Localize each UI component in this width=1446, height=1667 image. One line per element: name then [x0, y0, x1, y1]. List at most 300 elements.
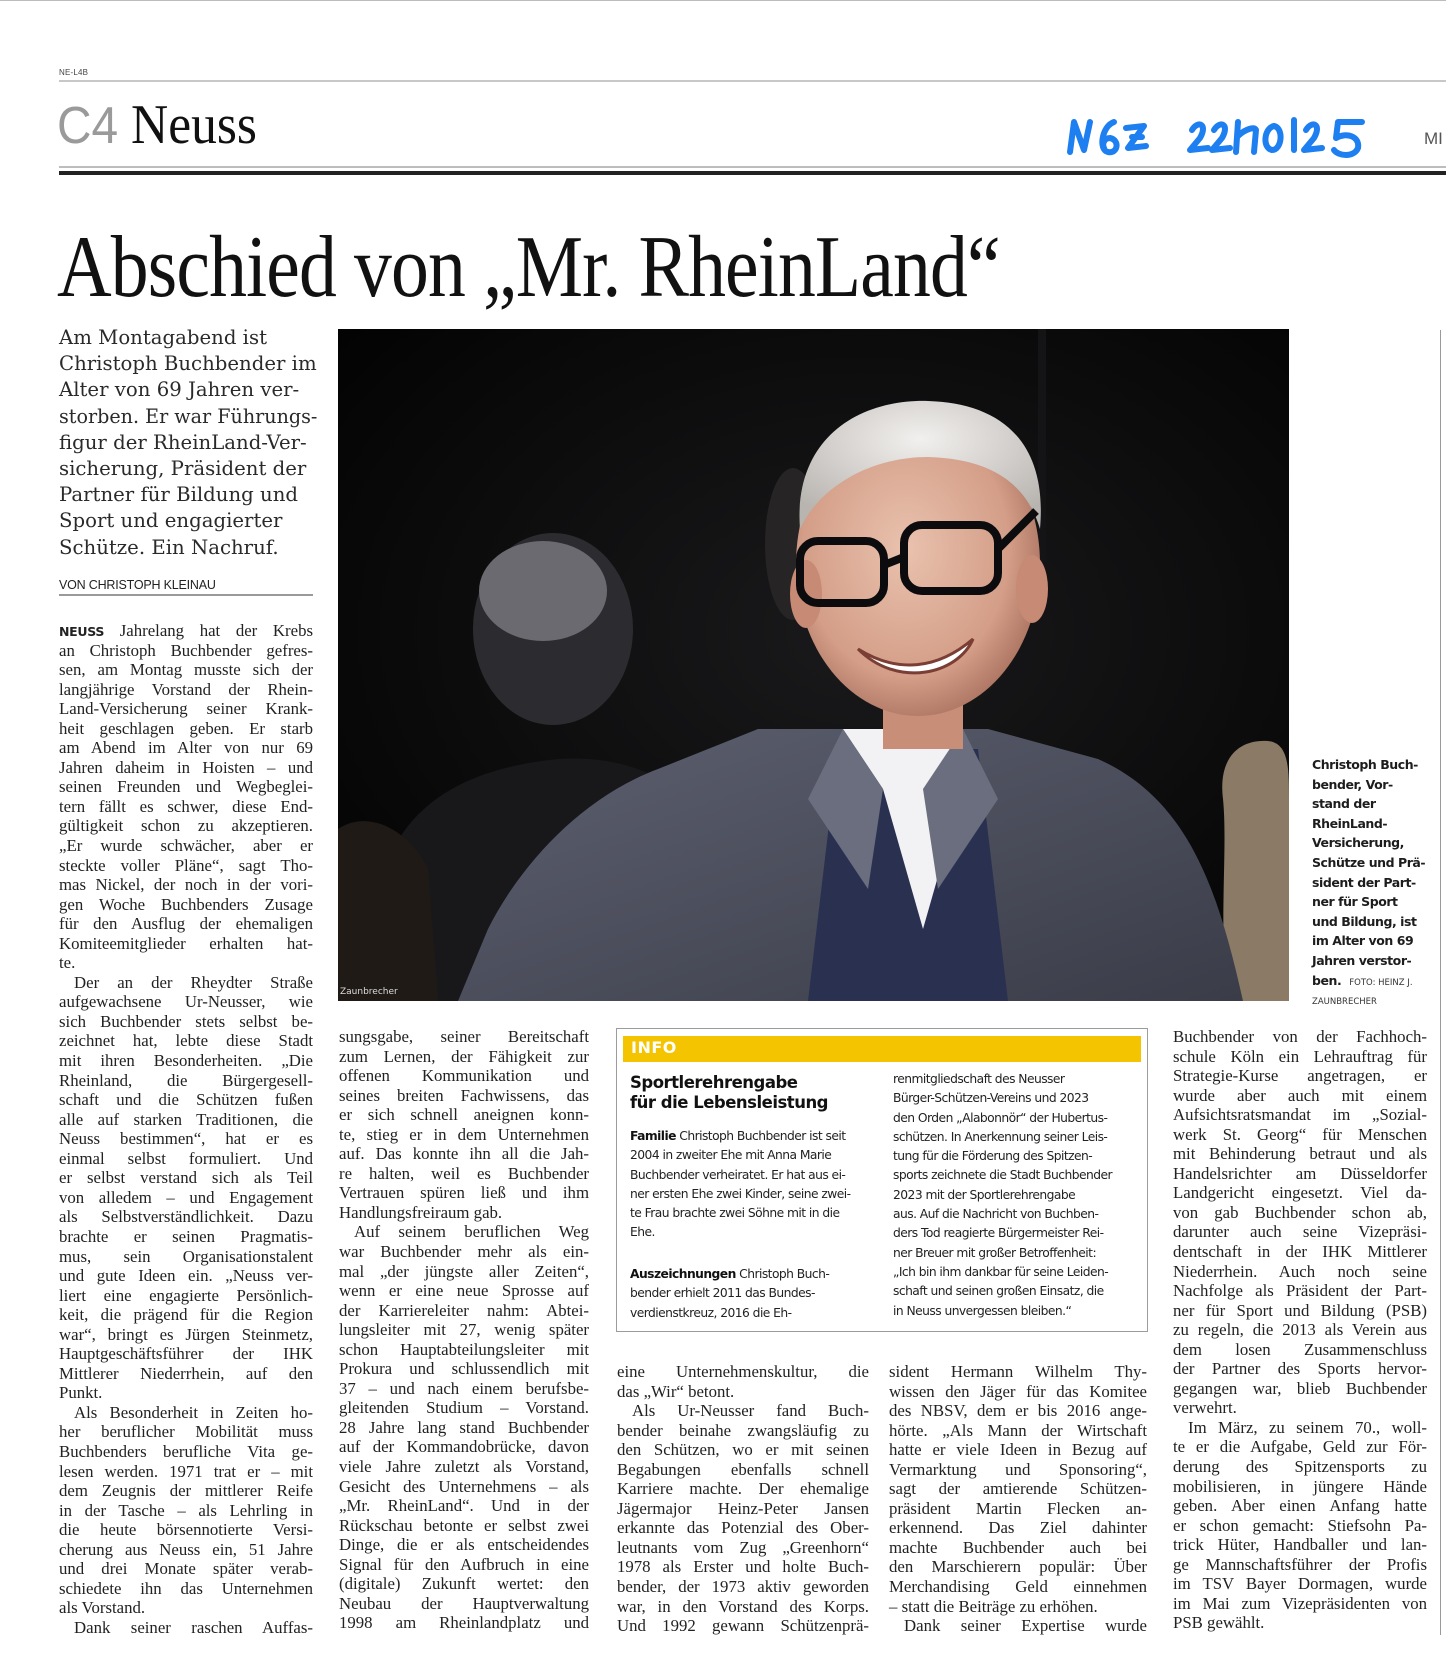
text-line-content: war, in den Vorstand des Korps. — [617, 1596, 869, 1616]
text-line — [889, 1479, 1147, 1499]
text-line — [1173, 1398, 1427, 1418]
text-line-content: gleitenden Studium – Vorstand. — [339, 1398, 589, 1418]
text-line — [59, 1090, 313, 1110]
text-line — [1173, 1086, 1427, 1106]
text-line — [339, 1574, 589, 1594]
info-line-text: den Orden „Alabonnör“ der Hubertus- — [893, 1110, 1108, 1125]
deck-line: Am Montagabend ist — [59, 325, 268, 349]
text-line — [1173, 1535, 1427, 1555]
text-line-content: trick Hüter, Handballer und lan- — [1173, 1535, 1427, 1555]
deck-line: storben. Er war Führungs- — [59, 403, 318, 428]
text-line-content: Dank seiner Expertise wurde — [904, 1616, 1147, 1636]
text-line — [59, 1305, 313, 1325]
text-line-content: lungsleiter mit 27, wenig später — [339, 1320, 589, 1340]
info-line-text: in Neuss unvergessen bleiben.“ — [893, 1303, 1072, 1318]
text-line-content: Rheinland, die Bürgergesell- — [59, 1070, 313, 1090]
text-line — [339, 1613, 589, 1633]
info-right-text — [893, 1070, 1143, 1321]
text-line — [339, 1144, 589, 1164]
text-line-content: den Marschierern populär: Über — [889, 1557, 1147, 1577]
text-line — [339, 1066, 589, 1086]
text-line-content: cherung aus Neuss ein, 51 Jahre — [59, 1539, 313, 1559]
text-line-content: liert eine engagierte Persönlich- — [59, 1285, 313, 1305]
portrait-photo — [338, 329, 1289, 1001]
info-line-text: aus. Auf die Nachricht von Buchben- — [893, 1207, 1099, 1222]
text-line — [59, 934, 313, 954]
text-line-content: lesen werden. 1971 trat er – mit — [59, 1461, 313, 1481]
text-line-content: tern fällt es schwer, diese End- — [59, 796, 313, 816]
article-column-1 — [59, 621, 313, 1637]
text-line-content: alle auf starken Traditionen, die — [59, 1109, 313, 1129]
text-line — [889, 1401, 1147, 1421]
info-line — [630, 1304, 880, 1323]
info-line-text: ner ersten Ehe zwei Kinder, seine zwei- — [630, 1186, 851, 1201]
text-line-content: im TSV Bayer Dormagen, wurde — [1173, 1574, 1427, 1594]
text-line — [1173, 1340, 1427, 1360]
info-line — [893, 1128, 1143, 1147]
caption-line: RheinLand- — [1312, 815, 1388, 831]
column-rule — [1440, 330, 1441, 1635]
text-line-content: wenn er eine neue Sprosse auf — [339, 1281, 589, 1301]
text-line — [617, 1616, 869, 1636]
text-line — [1173, 1047, 1427, 1067]
info-line-text: te Frau brachte zwei Söhne mit in die — [630, 1206, 840, 1221]
text-line-content: Niederrhein. Auch noch seine — [1173, 1261, 1427, 1281]
text-line-content: der Karriereleiter nahm: Abtei- — [339, 1300, 589, 1320]
text-line — [617, 1557, 869, 1577]
text-line — [59, 1110, 313, 1130]
text-line — [339, 1242, 589, 1262]
info-line-text: sports zeichnete die Stadt Buchbender — [893, 1168, 1112, 1183]
text-line-content: schaft und die Schützen fußen — [59, 1090, 313, 1110]
text-line — [617, 1479, 869, 1499]
text-line — [339, 1125, 589, 1145]
info-kicker: Auszeichnungen — [630, 1267, 736, 1281]
text-line-content: erkannte das Potenzial des Ober- — [617, 1518, 869, 1538]
text-line-content: offenen Kommunikation und — [339, 1066, 589, 1086]
text-line-content: Gesicht des Unternehmens – als — [339, 1476, 589, 1496]
text-line-content: te, stieg er in dem Unternehmen — [339, 1124, 589, 1144]
text-line-content: er selbst verstand sich als Teil — [59, 1168, 313, 1188]
text-line — [889, 1557, 1147, 1577]
text-line — [59, 1012, 313, 1032]
text-line — [889, 1362, 1147, 1382]
text-line-content: Landgericht eingesetzt. Viel da- — [1173, 1183, 1427, 1203]
text-line — [1173, 1242, 1427, 1262]
text-line — [617, 1538, 869, 1558]
text-line — [1173, 1301, 1427, 1321]
text-line-content: Jägermajor Heinz-Peter Jansen — [617, 1498, 869, 1518]
caption-line: stand der — [1312, 796, 1376, 812]
section-name: Neuss — [131, 94, 257, 156]
text-line-content: gültigkeit schon zu akzeptieren. — [59, 816, 313, 836]
text-line-content: einmal selbst formuliert. Und — [59, 1148, 313, 1168]
deck-line: Partner für Bildung und — [59, 482, 298, 507]
article-column-5 — [1173, 1027, 1427, 1633]
text-line-content: den Schützen, wo er mit seinen — [617, 1440, 869, 1460]
text-line — [339, 1477, 589, 1497]
info-line — [630, 1166, 880, 1185]
text-line-content: Land-Versicherung seiner Krank- — [59, 699, 313, 719]
text-line-content: Signal für den Aufbruch in eine — [339, 1554, 589, 1574]
caption-line: sident der Part- — [1312, 874, 1416, 890]
text-line-content: Punkt. — [59, 1383, 103, 1403]
text-line — [59, 797, 313, 817]
text-line-content: viele Jahre zuletzt als Vorstand, — [339, 1457, 589, 1477]
handwritten-note — [1062, 100, 1402, 170]
deck-line: figur der RheinLand-Ver- — [59, 429, 307, 454]
text-line-content: Vertrauen spüren ließ und ihm — [339, 1183, 589, 1203]
text-line-content: Mittlerer Niederrhein, auf den — [59, 1363, 313, 1383]
article-column-4 — [889, 1362, 1147, 1636]
text-line-content: auf. Das konnte ihn all die Jah- — [339, 1144, 589, 1164]
edition-code: NE-L4B — [59, 68, 89, 77]
text-line — [1173, 1222, 1427, 1242]
text-line-content: „Mr. RheinLand“. Und in der — [339, 1496, 589, 1516]
text-line-content: Strategie-Kurse angetragen, er — [1173, 1066, 1427, 1086]
text-line-content: Als Ur-Neusser fand Buch- — [632, 1401, 869, 1421]
text-line — [1173, 1027, 1427, 1047]
text-line-content: dem Zeugnis der mittlerer Reife — [59, 1481, 313, 1501]
text-line — [889, 1440, 1147, 1460]
text-line — [59, 758, 313, 778]
text-line — [339, 1086, 589, 1106]
text-line — [59, 895, 313, 915]
text-line — [617, 1597, 869, 1617]
text-line — [1173, 1516, 1427, 1536]
text-line — [59, 1286, 313, 1306]
text-line-content: Dank seiner raschen Auffas- — [74, 1617, 313, 1637]
text-line — [889, 1597, 1147, 1617]
text-line-content: Und 1992 gewann Schützenprä- — [617, 1616, 869, 1636]
text-line-content: Nachfolge als Präsident der Part- — [1173, 1281, 1427, 1301]
deck-line: Christoph Buchbender im — [59, 351, 317, 376]
text-line-content: der Partner des Sports hervor- — [1173, 1359, 1427, 1379]
text-line — [59, 1071, 313, 1091]
text-line-content: verwehrt. — [1173, 1398, 1237, 1418]
text-line — [339, 1262, 589, 1282]
text-line-content: heit geschlagen geben. Er starb — [59, 718, 313, 738]
text-line-content: Der an der Rheydter Straße — [74, 972, 313, 992]
cut-off-header-text: MI — [1424, 129, 1443, 148]
text-line — [889, 1577, 1147, 1597]
text-line-content: sagt der amtierende Schützen- — [889, 1479, 1147, 1499]
info-line — [630, 1223, 880, 1242]
text-line — [889, 1538, 1147, 1558]
text-line-content: zeichnet hat, lebte diese Stadt — [59, 1031, 313, 1051]
info-line — [893, 1282, 1143, 1301]
text-line — [339, 1457, 589, 1477]
info-line — [893, 1147, 1143, 1166]
text-line — [889, 1499, 1147, 1519]
caption-line: bender, Vor- — [1312, 776, 1393, 792]
text-line-content: Karriere machte. Der ehemalige — [617, 1479, 869, 1499]
deck-line: Alter von 69 Jahren ver- — [59, 377, 300, 402]
text-line-content: er schon gemacht: Stiefsohn Pa- — [1173, 1515, 1427, 1535]
text-line — [889, 1421, 1147, 1441]
text-line — [339, 1594, 589, 1614]
caption-line: und Bildung, ist — [1312, 913, 1417, 929]
text-line — [59, 1501, 313, 1521]
text-line-content: te er die Aufgabe, Geld zur För- — [1173, 1437, 1427, 1457]
text-line — [59, 875, 313, 895]
text-line — [617, 1362, 869, 1382]
info-line — [630, 1204, 880, 1223]
caption-line: ner für Sport — [1312, 894, 1398, 910]
dateline: NEUSS — [59, 624, 105, 639]
article-column-3 — [617, 1362, 869, 1636]
info-box-label: INFO — [631, 1038, 677, 1057]
info-line-text: schützen. In Anerkennung seiner Leis- — [893, 1129, 1108, 1144]
top-border — [0, 0, 1446, 1]
text-line-content: von alledem – und Engagement — [59, 1187, 313, 1207]
info-line-text: Christoph Buchbender ist seit — [675, 1129, 846, 1143]
text-line-content: re halten, weil es Buchbender — [339, 1163, 589, 1183]
text-line — [59, 1422, 313, 1442]
text-line — [59, 836, 313, 856]
text-line-content: sen, am Montag musste sich der — [59, 660, 313, 680]
text-line — [339, 1047, 589, 1067]
info-title-line: für die Lebensleistung — [630, 1093, 828, 1112]
text-line — [1173, 1183, 1427, 1203]
text-line-content: Hauptgeschäftsführer der IHK — [59, 1344, 313, 1364]
text-line-content: Auf seinem beruflichen Weg — [354, 1222, 589, 1242]
text-line — [339, 1027, 589, 1047]
deck-line: sicherung, Präsident der — [59, 456, 307, 481]
text-line — [59, 1481, 313, 1501]
text-line-content: Merchandising Geld einnehmen — [889, 1577, 1147, 1597]
text-line-content: für den Ausflug der ehemaligen — [59, 914, 313, 934]
text-line-content: Jahrelang hat der Krebs — [104, 621, 313, 640]
info-line-text: „Ich bin ihm dankbar für seine Leiden- — [893, 1264, 1109, 1279]
text-line — [1173, 1144, 1427, 1164]
caption-line: ben. — [1312, 972, 1342, 988]
text-line-content: Als Besonderheit in Zeiten ho- — [74, 1402, 313, 1422]
text-line — [59, 1207, 313, 1227]
info-line-text: Christoph Buch- — [735, 1267, 830, 1281]
text-line-content: langjährige Vorstand der Rhein- — [59, 679, 313, 699]
info-line-text: Buchbender verheiratet. Er hat aus ei- — [630, 1167, 846, 1182]
text-line-content: gegangen war, blieb Buchbender — [1173, 1378, 1427, 1398]
text-line-content: mit ihren Besonderheiten. „Die — [59, 1051, 313, 1071]
photo-credit-name: ZAUNBRECHER — [1312, 997, 1377, 1008]
text-line — [617, 1440, 869, 1460]
text-line-content: darunter auch seine Vizepräsi- — [1173, 1222, 1427, 1242]
text-line-content: werk St. Georg“ für Menschen — [1173, 1124, 1427, 1144]
text-line — [339, 1281, 589, 1301]
text-line — [59, 1247, 313, 1267]
text-line — [339, 1105, 589, 1125]
info-line — [893, 1244, 1143, 1263]
info-line — [893, 1302, 1143, 1321]
text-line — [617, 1401, 869, 1421]
text-line-content: schule Köln ein Lehrauftrag für — [1173, 1046, 1427, 1066]
text-line — [59, 1266, 313, 1286]
text-line — [59, 1383, 313, 1403]
info-line — [630, 1265, 880, 1284]
info-box-header-bar — [623, 1036, 1141, 1062]
text-line-content: 28 Jahre lang stand Buchbender — [339, 1417, 589, 1437]
text-line — [59, 1520, 313, 1540]
photo-credit-overlay: Zaunbrecher — [340, 987, 398, 997]
text-line — [59, 992, 313, 1012]
text-line-content: her beruflicher Mobilität muss — [59, 1422, 313, 1442]
article-column-2 — [339, 1027, 589, 1633]
text-line — [59, 1618, 313, 1638]
text-line-content: war Buchbender mehr als ein- — [339, 1242, 589, 1262]
header-double-rule-thin — [59, 166, 1446, 168]
text-line — [59, 1188, 313, 1208]
text-line — [1173, 1496, 1427, 1516]
text-line — [59, 1540, 313, 1560]
text-line-content: 37 – und nach einem berufsbe- — [339, 1378, 589, 1398]
text-line-content: bender beinahe zwangsläufig zu — [617, 1420, 869, 1440]
info-line — [893, 1109, 1143, 1128]
text-line-content: brachte er seinen Pragmatis- — [59, 1226, 313, 1246]
text-line — [1173, 1066, 1427, 1086]
text-line-content: schon Hauptabteilungsleiter mit — [339, 1339, 589, 1359]
info-line — [893, 1224, 1143, 1243]
text-line — [59, 1579, 313, 1599]
info-line — [893, 1089, 1143, 1108]
text-line — [889, 1382, 1147, 1402]
text-line-content: „Er wurde schwächer, aber er — [59, 836, 313, 856]
text-line-content: Im März, zu seinem 70., woll- — [1188, 1417, 1427, 1437]
text-line — [59, 1403, 313, 1423]
info-awards-text — [630, 1265, 880, 1323]
text-line — [59, 1325, 313, 1345]
text-line — [59, 816, 313, 836]
text-line-content: hörte. „Als Mann der Wirtschaft — [889, 1420, 1147, 1440]
info-line — [893, 1166, 1143, 1185]
page-number: C4 — [57, 97, 119, 155]
text-line-content: dentschaft in der IHK Mittlerer — [1173, 1242, 1427, 1262]
text-line-content: die heute börsennotierte Versi- — [59, 1520, 313, 1540]
text-line — [59, 1051, 313, 1071]
info-line-text: Ehe. — [630, 1225, 655, 1240]
text-line-content: hatte er viele Ideen in Bezug auf — [889, 1440, 1147, 1460]
text-line — [339, 1320, 589, 1340]
text-line — [339, 1516, 589, 1536]
info-line — [630, 1284, 880, 1303]
text-line-content: in der Tasche – als Lehrling in — [59, 1500, 313, 1520]
text-line — [59, 1344, 313, 1364]
text-line — [1173, 1262, 1427, 1282]
info-line-text: bender erhielt 2011 das Bundes- — [630, 1286, 815, 1301]
text-line — [1173, 1379, 1427, 1399]
text-line — [339, 1555, 589, 1575]
text-line — [889, 1460, 1147, 1480]
header-double-rule-thick — [59, 171, 1446, 175]
text-line — [617, 1382, 869, 1402]
info-line-text: ner Breuer mit großer Betroffenheit: — [893, 1245, 1097, 1260]
text-line-content: auf der Kommandobrücke, davon — [339, 1437, 589, 1457]
text-line-content: gen Woche Buchbenders Zusage — [59, 894, 313, 914]
text-line-content: Aufsichtsratsmandat im „Sozial- — [1173, 1105, 1427, 1125]
info-line — [893, 1263, 1143, 1282]
text-line-content: er sich schnell aneignen konn- — [339, 1105, 589, 1125]
text-line — [59, 1364, 313, 1384]
text-line-content: Handlungsfreiraum gab. — [339, 1202, 503, 1222]
text-line — [59, 660, 313, 680]
text-line-content: des NBSV, dem er bis 2016 ange- — [889, 1401, 1147, 1421]
info-line — [630, 1127, 880, 1146]
text-line-content: – statt die Beiträge zu erhöhen. — [889, 1596, 1098, 1616]
text-line-content: Handelsrichter am Düsseldorfer — [1173, 1163, 1427, 1183]
text-line-content: bender, der 1973 aktiv geworden — [617, 1577, 869, 1597]
text-line-content: keit, die prägend für die Region — [59, 1305, 313, 1325]
text-line-content: mal „der jüngste aller Zeiten“, — [339, 1261, 589, 1281]
text-line — [339, 1398, 589, 1418]
text-line — [339, 1203, 589, 1223]
text-line — [59, 973, 313, 993]
text-line — [339, 1301, 589, 1321]
info-line — [630, 1185, 880, 1204]
text-line — [339, 1164, 589, 1184]
text-line-content: seinen Freunden und Wegbeglei- — [59, 777, 313, 797]
text-line — [1173, 1418, 1427, 1438]
text-line — [59, 953, 313, 973]
text-line-content: seines breiten Fachwissens, das — [339, 1085, 589, 1105]
text-line — [339, 1418, 589, 1438]
text-line-content: ge Mannschaftsführer der Profis — [1173, 1554, 1427, 1574]
info-kicker: Familie — [630, 1129, 676, 1143]
text-line-content: geben. Aber einen Anfang hatte — [1173, 1496, 1427, 1516]
photo-credit: FOTO: HEINZ J. — [1349, 977, 1413, 988]
text-line — [339, 1340, 589, 1360]
text-line-content: sungsgabe, seiner Bereitschaft — [339, 1027, 589, 1046]
text-line — [617, 1499, 869, 1519]
text-line — [59, 1559, 313, 1579]
info-line-text: tung für die Förderung des Spitzen- — [893, 1149, 1093, 1164]
text-line — [59, 777, 313, 797]
text-line-content: ner für Sport und Bildung (PSB) — [1173, 1300, 1427, 1320]
text-line — [59, 719, 313, 739]
text-line — [1173, 1359, 1427, 1379]
caption-line: im Alter von 69 — [1312, 933, 1414, 949]
text-line-content: aufgewachsene Ur-Neusser, wie — [59, 992, 313, 1012]
text-line — [339, 1535, 589, 1555]
text-line-content: Neubau der Hauptverwaltung — [339, 1593, 589, 1613]
text-line — [59, 1227, 313, 1247]
text-line — [59, 621, 313, 641]
text-line — [59, 1129, 313, 1149]
text-line — [1173, 1613, 1427, 1633]
info-line-text: 2023 mit der Sportlerehrengabe — [893, 1187, 1076, 1202]
text-line-content: und drei Monate später verab- — [59, 1559, 313, 1579]
text-line-content: dem losen Zusammenschluss — [1173, 1339, 1427, 1359]
text-line-content: leutnants vom Zug „Greenhorn“ — [617, 1537, 869, 1557]
text-line-content: an Christoph Buchbender gefres- — [59, 640, 313, 660]
info-line-text: renmitgliedschaft des Neusser — [893, 1072, 1065, 1086]
text-line-content: sident Hermann Wilhelm Thy- — [889, 1362, 1147, 1381]
text-line-content: im Mai zum Vizepräsidenten von — [1173, 1593, 1427, 1613]
text-line-content: sich Buchbender stets selbst be- — [59, 1011, 313, 1031]
text-line-content: wissen den Jäger für das Komitee — [889, 1381, 1147, 1401]
text-line-content: Rückschau betonte er selbst zwei — [339, 1515, 589, 1535]
text-line — [617, 1460, 869, 1480]
text-line — [339, 1359, 589, 1379]
text-line-content: steckte voller Pläne“, sagt Tho- — [59, 855, 313, 875]
caption-line: Christoph Buch- — [1312, 757, 1418, 772]
text-line — [59, 1168, 313, 1188]
byline: VON CHRISTOPH KLEINAU — [59, 578, 313, 596]
headline: Abschied von „Mr. RheinLand“ — [57, 219, 1000, 316]
text-line — [1173, 1437, 1427, 1457]
article-deck — [59, 324, 321, 560]
header-rule — [59, 80, 1446, 82]
text-line-content: das „Wir“ betont. — [617, 1381, 735, 1401]
